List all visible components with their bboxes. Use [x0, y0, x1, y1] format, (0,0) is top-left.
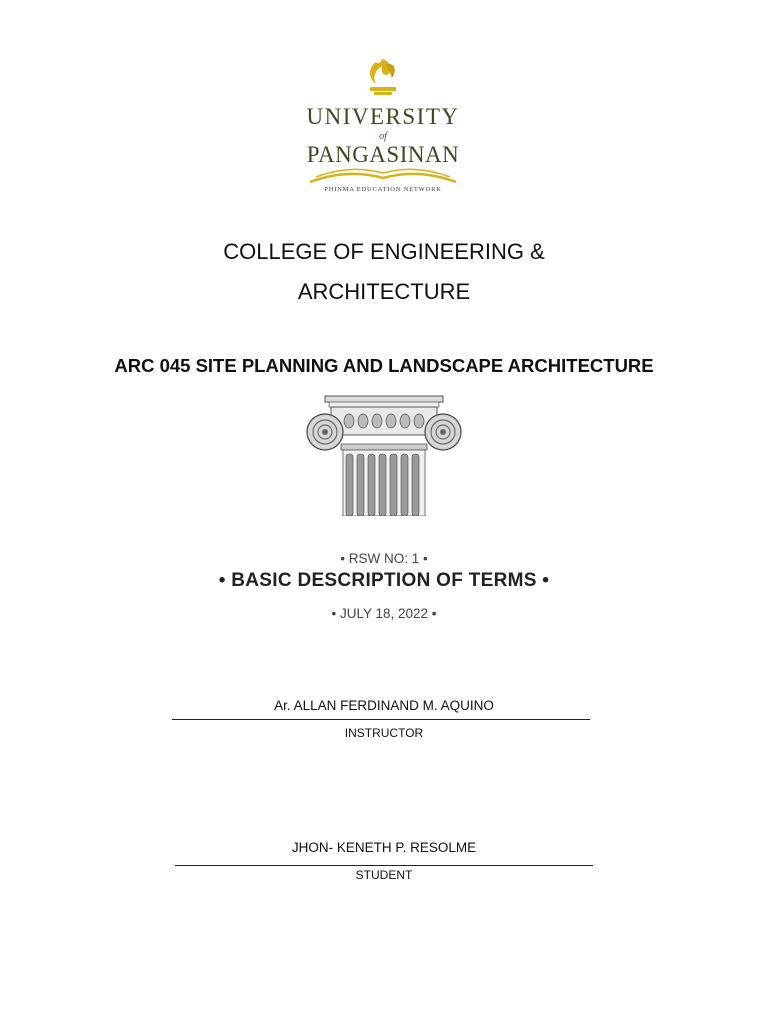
instructor-role: INSTRUCTOR	[344, 726, 424, 740]
college-line-2: ARCHITECTURE	[297, 279, 471, 304]
university-logo	[298, 56, 468, 198]
rsw-number: • RSW NO: 1 •	[340, 551, 428, 566]
document-title: • BASIC DESCRIPTION OF TERMS •	[218, 570, 550, 591]
column-illustration	[305, 394, 463, 516]
instructor-signature-line	[172, 719, 590, 720]
college-line-1: COLLEGE OF ENGINEERING &	[223, 239, 545, 264]
logo-network-text: PHINMA EDUCATION NETWORK	[324, 186, 442, 193]
course-title: ARC 045 SITE PLANNING AND LANDSCAPE ARCHITECTURE	[114, 355, 654, 376]
column-icon	[305, 394, 463, 516]
instructor-name: Ar. ALLAN FERDINAND M. AQUINO	[274, 698, 494, 713]
student-signature-line	[175, 865, 593, 866]
student-role: STUDENT	[355, 868, 413, 882]
college-heading	[0, 232, 768, 312]
logo-pangasinan-text: PANGASINAN	[306, 142, 460, 167]
logo-university-text: UNIVERSITY	[306, 104, 460, 129]
logo-of-text: of	[379, 131, 387, 142]
document-date: • JULY 18, 2022 •	[331, 606, 437, 621]
student-name: JHON- KENETH P. RESOLME	[291, 840, 477, 855]
